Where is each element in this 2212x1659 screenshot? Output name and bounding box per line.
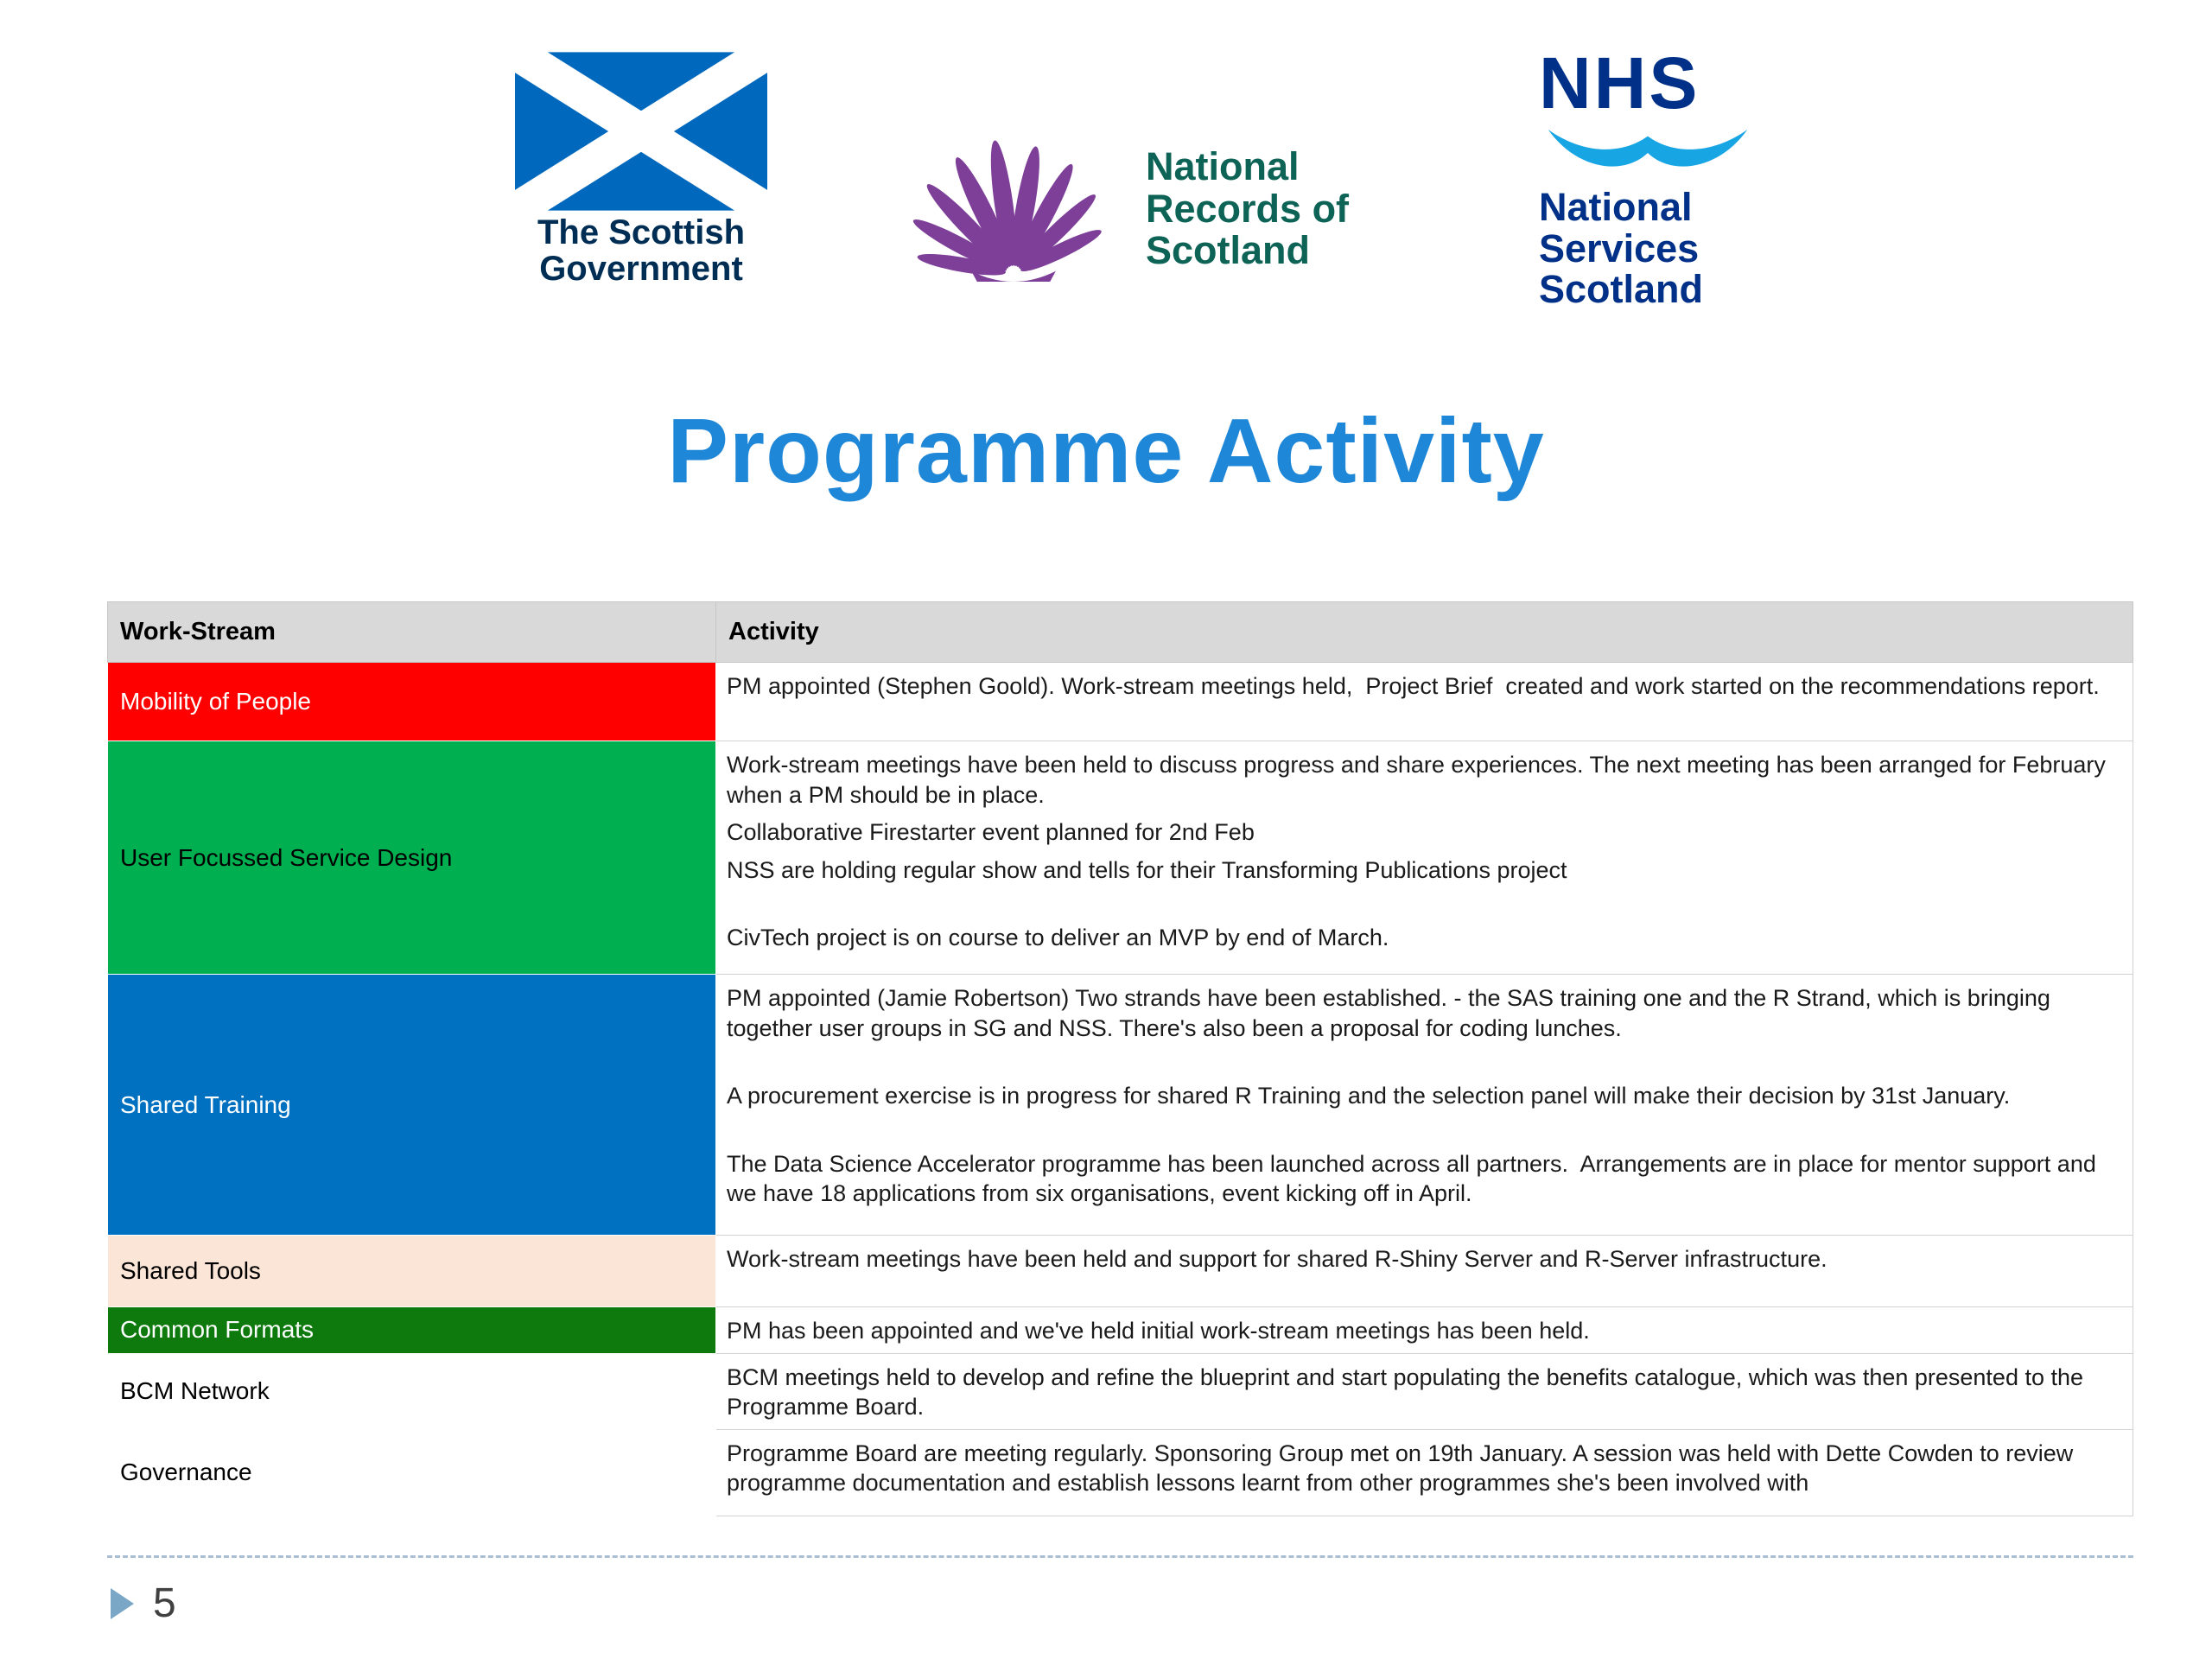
activity-paragraph: Collaborative Firestarter event planned for 2nd Feb <box>727 819 1255 846</box>
workstream-label: User Focussed Service Design <box>120 843 453 871</box>
activity-blank-line <box>727 893 2122 915</box>
nrs-text-line1: National <box>1146 144 1300 189</box>
nhs-nss-logo <box>1539 42 1772 312</box>
page-title: Programme Activity <box>667 400 1545 502</box>
activity-paragraph: Programme Board are meeting regularly. Sponsoring Group met on 19th January. A session was held with Dette Cowden to review programme documentation and establish lessons learnt from other programmes she's been involved with <box>727 1440 2080 1497</box>
table-row <box>108 1429 2133 1516</box>
activity-paragraph: CivTech project is on course to deliver an MVP by end of March. <box>727 925 1389 951</box>
activity-paragraph: NSS are holding regular show and tells for their Transforming Publications project <box>727 856 1567 883</box>
nhs-text-line1: National <box>1539 185 1693 229</box>
activity-cell <box>716 1429 2133 1516</box>
workstream-cell <box>108 741 716 975</box>
activity-cell <box>716 1307 2133 1354</box>
activity-blank-line <box>727 1119 2122 1141</box>
scottish-government-wordmark <box>515 214 767 287</box>
workstream-label: Common Formats <box>120 1316 315 1344</box>
activity-paragraph: The Data Science Accelerator programme has been launched across all partners. Arrangements are in place for mentor support and we have 18 applications from six organisations, event kicking off in April. <box>727 1150 2103 1207</box>
sg-text-line1: The Scottish <box>537 213 746 251</box>
workstream-cell <box>108 975 716 1236</box>
table-row <box>108 1353 2133 1429</box>
nrs-wordmark <box>1146 146 1349 272</box>
bullet-arrow-icon <box>111 1588 134 1619</box>
programme-activity-table <box>107 601 2133 1516</box>
workstream-label: Shared Tools <box>120 1257 261 1284</box>
activity-paragraph: Work-stream meetings have been held and support for shared R-Shiny Server and R-Server infrastructure. <box>727 1246 1827 1272</box>
nhs-wave-icon <box>1539 124 1772 180</box>
workstream-label: Mobility of People <box>120 688 312 715</box>
nhs-text-line2: Services <box>1539 226 1700 270</box>
activity-paragraph: BCM meetings held to develop and refine the blueprint and start populating the benefits catalogue, which was then presented to the Programme Board. <box>727 1363 2090 1421</box>
table-row <box>108 741 2133 975</box>
nrs-fan-icon <box>899 137 1128 282</box>
national-records-scotland-logo <box>899 137 1349 282</box>
sg-text-line2: Government <box>539 250 743 288</box>
activity-paragraph: Work-stream meetings have been held to discuss progress and share experiences. The next meeting has been arranged for February when a PM should be in place. <box>727 752 2113 808</box>
activity-cell <box>716 1353 2133 1429</box>
workstream-cell <box>108 1353 716 1429</box>
table-row <box>108 1236 2133 1307</box>
workstream-label: Governance <box>120 1459 252 1486</box>
nrs-text-line2: Records of <box>1146 186 1350 231</box>
activity-cell <box>716 1236 2133 1307</box>
table-row <box>108 975 2133 1236</box>
activity-paragraph: PM has been appointed and we've held initial work-stream meetings has been held. <box>727 1318 1590 1344</box>
activity-paragraph: PM appointed (Stephen Goold). Work-stream meetings held, Project Brief created and work started on the recommendations report. <box>727 673 2100 699</box>
scottish-government-logo <box>515 52 767 287</box>
column-header-workstream: Work-Stream <box>108 602 716 663</box>
activity-cell <box>716 741 2133 975</box>
workstream-cell <box>108 1307 716 1354</box>
page-number: 5 <box>153 1580 176 1626</box>
column-header-activity: Activity <box>716 602 2133 663</box>
table-row <box>108 1307 2133 1354</box>
page-footer <box>111 1580 176 1627</box>
activity-cell <box>716 975 2133 1236</box>
footer-dashed-divider <box>107 1555 2133 1558</box>
nrs-text-line3: Scotland <box>1146 228 1311 273</box>
workstream-cell <box>108 1429 716 1516</box>
activity-blank-line <box>727 1051 2122 1073</box>
nhs-wordmark <box>1539 187 1772 310</box>
workstream-label: Shared Training <box>120 1090 291 1118</box>
table-header <box>108 602 2133 663</box>
activity-cell <box>716 663 2133 741</box>
table-body <box>108 663 2133 1516</box>
table-header-row <box>108 602 2133 663</box>
saltire-flag-icon <box>515 52 767 211</box>
nhs-acronym: NHS <box>1539 42 1700 124</box>
activity-paragraph: A procurement exercise is in progress for shared R Training and the selection panel will make their decision by 31st January. <box>727 1083 2011 1109</box>
workstream-cell <box>108 663 716 741</box>
workstream-cell <box>108 1236 716 1307</box>
table-row <box>108 663 2133 741</box>
activity-paragraph: PM appointed (Jamie Robertson) Two strands have been established. - the SAS training one and the R Strand, which is bringing together user groups in SG and NSS. There's also been a proposal for coding lunches. <box>727 985 2057 1041</box>
workstream-label: BCM Network <box>120 1377 270 1405</box>
nhs-text-line3: Scotland <box>1539 267 1704 312</box>
